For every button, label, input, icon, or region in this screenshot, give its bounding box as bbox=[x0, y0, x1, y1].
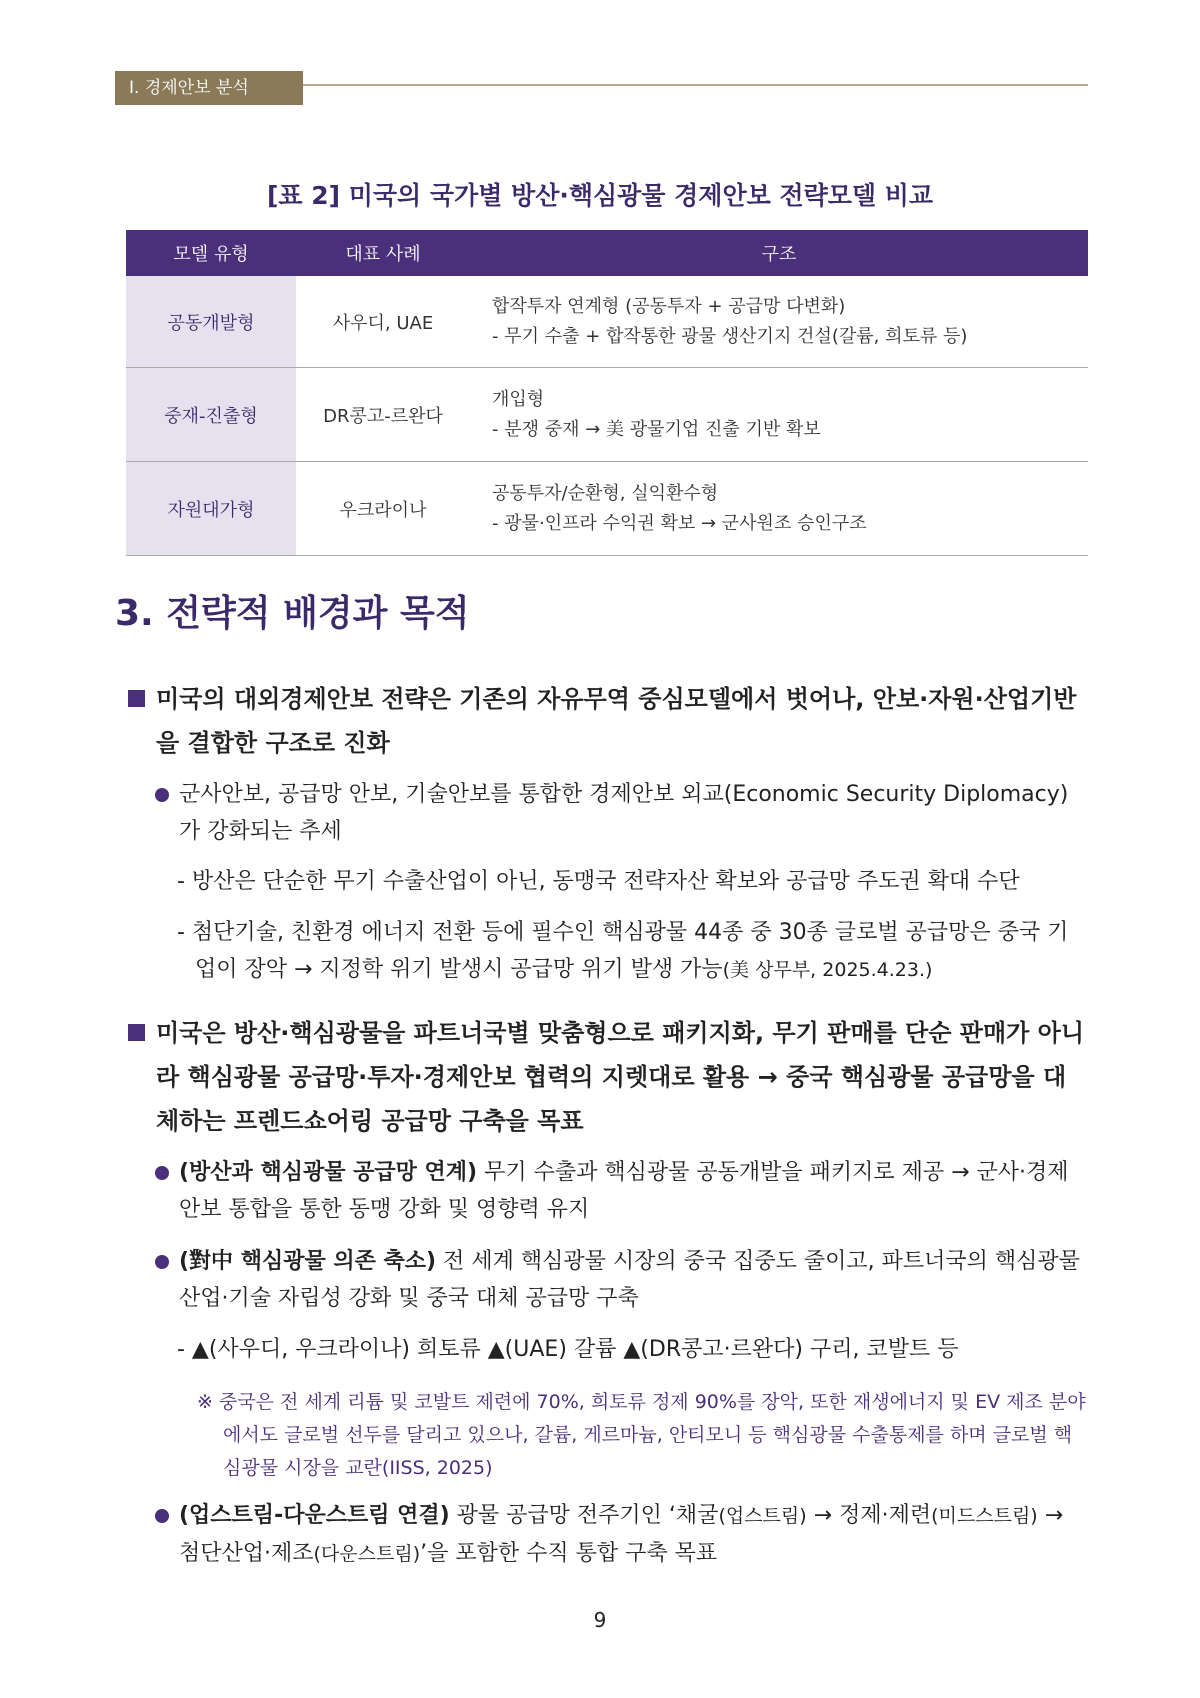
bullet-body: ’을 포함한 수직 통합 구축 목표 bbox=[420, 1541, 718, 1566]
dot-bullet-item bbox=[155, 776, 1088, 850]
dash-item bbox=[177, 863, 1088, 900]
header-structure: 구조 bbox=[470, 230, 1088, 276]
dot-bullet-icon bbox=[155, 1255, 169, 1269]
reference-note bbox=[197, 1386, 1088, 1485]
stage-label: (업스트림) bbox=[718, 1505, 807, 1527]
table-row bbox=[126, 276, 1088, 368]
stage-label: (미드스트림) bbox=[931, 1505, 1038, 1527]
square-bullet-icon bbox=[128, 690, 145, 707]
dot-bullet-item bbox=[155, 1497, 1088, 1573]
paragraph-text: 미국은 방산·핵심광물을 파트너국별 맞춤형으로 패키지화, 무기 판매를 단순 판매가 아니라 핵심광물 공급망·투자·경제안보 협력의 지렛대로 활용 → 중국 핵심광물 공급망을 대체하는 프렌드쇼어링 공급망 구축을 목표 bbox=[156, 1019, 1085, 1135]
structure-line: - 광물·인프라 수익권 확보 → 군사원조 승인구조 bbox=[492, 512, 867, 534]
strategy-model-table bbox=[126, 230, 1088, 556]
bullet-text bbox=[155, 1154, 1088, 1228]
cell-case: DR콩고-르완다 bbox=[296, 368, 470, 462]
structure-line: 합작투자 연계형 (공동투자 + 공급망 다변화) bbox=[492, 295, 846, 317]
page-number: 9 bbox=[593, 1608, 607, 1632]
header-case: 대표 사례 bbox=[296, 230, 470, 276]
section-title: 3. 전략적 배경과 목적 bbox=[115, 593, 470, 634]
square-bullet-paragraph bbox=[128, 677, 1088, 765]
bullet-body: → 첨단산업·제조 bbox=[179, 1503, 1064, 1566]
dot-bullet-icon bbox=[155, 1509, 169, 1523]
square-bullet-paragraph bbox=[128, 1011, 1088, 1143]
chapter-rule bbox=[303, 84, 1088, 86]
cell-type: 자원대가형 bbox=[126, 462, 296, 556]
cell-structure bbox=[470, 276, 1088, 368]
table-header-row bbox=[126, 230, 1088, 276]
cell-structure bbox=[470, 462, 1088, 556]
cell-case: 우크라이나 bbox=[296, 462, 470, 556]
bullet-text bbox=[155, 1497, 1088, 1573]
dot-bullet-item bbox=[155, 1243, 1088, 1317]
table-caption: [표 2] 미국의 국가별 방산·핵심광물 경제안보 전략모델 비교 bbox=[266, 181, 934, 210]
cell-structure bbox=[470, 368, 1088, 462]
structure-line: 공동투자/순환형, 실익환수형 bbox=[492, 482, 719, 504]
bullet-text bbox=[155, 1243, 1088, 1317]
cell-case: 사우디, UAE bbox=[296, 276, 470, 368]
header-model-type: 모델 유형 bbox=[126, 230, 296, 276]
chapter-tab: Ⅰ. 경제안보 분석 bbox=[115, 71, 303, 105]
bullet-body: 전 세계 핵심광물 시장의 중국 집중도 줄이고, 파트너국의 핵심광물 산업·기술 자립성 강화 및 중국 대체 공급망 구축 bbox=[179, 1249, 1080, 1311]
bullet-heading: (방산과 핵심광물 공급망 연계) bbox=[179, 1160, 478, 1185]
dash-text: - 방산은 단순한 무기 수출산업이 아닌, 동맹국 전략자산 확보와 공급망 주도권 확대 수단 bbox=[177, 869, 1020, 894]
table-row bbox=[126, 368, 1088, 462]
bullet-heading: (업스트림-다운스트림 연결) bbox=[179, 1503, 450, 1528]
dot-bullet-icon bbox=[155, 788, 169, 802]
bullet-body: 무기 수출과 핵심광물 공동개발을 패키지로 제공 → 군사·경제안보 통합을 통한 동맹 강화 및 영향력 유지 bbox=[179, 1160, 1069, 1222]
dot-bullet-icon bbox=[155, 1166, 169, 1180]
table-row bbox=[126, 462, 1088, 556]
bullet-text: 군사안보, 공급망 안보, 기술안보를 통합한 경제안보 외교(Economic Security Diplomacy)가 강화되는 추세 bbox=[179, 782, 1069, 844]
dot-bullet-item bbox=[155, 1154, 1088, 1228]
structure-line: 개입형 bbox=[492, 388, 545, 410]
dash-text bbox=[177, 914, 1088, 989]
source-citation: (美 상무부, 2025.4.23.) bbox=[722, 959, 933, 981]
paragraph-text: 미국의 대외경제안보 전략은 기존의 자유무역 중심모델에서 벗어나, 안보·자원·산업기반을 결합한 구조로 진화 bbox=[156, 685, 1077, 757]
note-text: ※ 중국은 전 세계 리튬 및 코발트 제련에 70%, 희토류 정제 90%를 장악, 또한 재생에너지 및 EV 제조 분야에서도 글로벌 선두를 달리고 있으나, 갈륨, 게르마늄, 안티모니 등 핵심광물 수출통제를 하며 글로벌 핵심광물 시장을 교란(IISS, 2025) bbox=[197, 1391, 1086, 1479]
dash-item bbox=[177, 914, 1088, 989]
structure-line: - 분쟁 중재 → 美 광물기업 진출 기반 확보 bbox=[492, 418, 821, 440]
bullet-heading: (對中 핵심광물 의존 축소) bbox=[179, 1249, 437, 1274]
dash-item bbox=[177, 1331, 1088, 1368]
dash-text: - ▲(사우디, 우크라이나) 희토류 ▲(UAE) 갈륨 ▲(DR콩고·르완다) 구리, 코발트 등 bbox=[177, 1337, 959, 1362]
dash-body: - 첨단기술, 친환경 에너지 전환 등에 필수인 핵심광물 44종 중 30종 글로벌 공급망은 중국 기업이 장악 → 지정학 위기 발생시 공급망 위기 발생 가능 bbox=[177, 920, 1069, 982]
bullet-body: → 정제·제련 bbox=[806, 1503, 932, 1528]
cell-type: 공동개발형 bbox=[126, 276, 296, 368]
structure-line: - 무기 수출 + 합작통한 광물 생산기지 건설(갈륨, 희토류 등) bbox=[492, 325, 968, 347]
square-bullet-icon bbox=[128, 1024, 145, 1041]
bullet-body: 광물 공급망 전주기인 ‘채굴 bbox=[449, 1503, 719, 1528]
cell-type: 중재-진출형 bbox=[126, 368, 296, 462]
stage-label: (다운스트림) bbox=[313, 1543, 421, 1565]
